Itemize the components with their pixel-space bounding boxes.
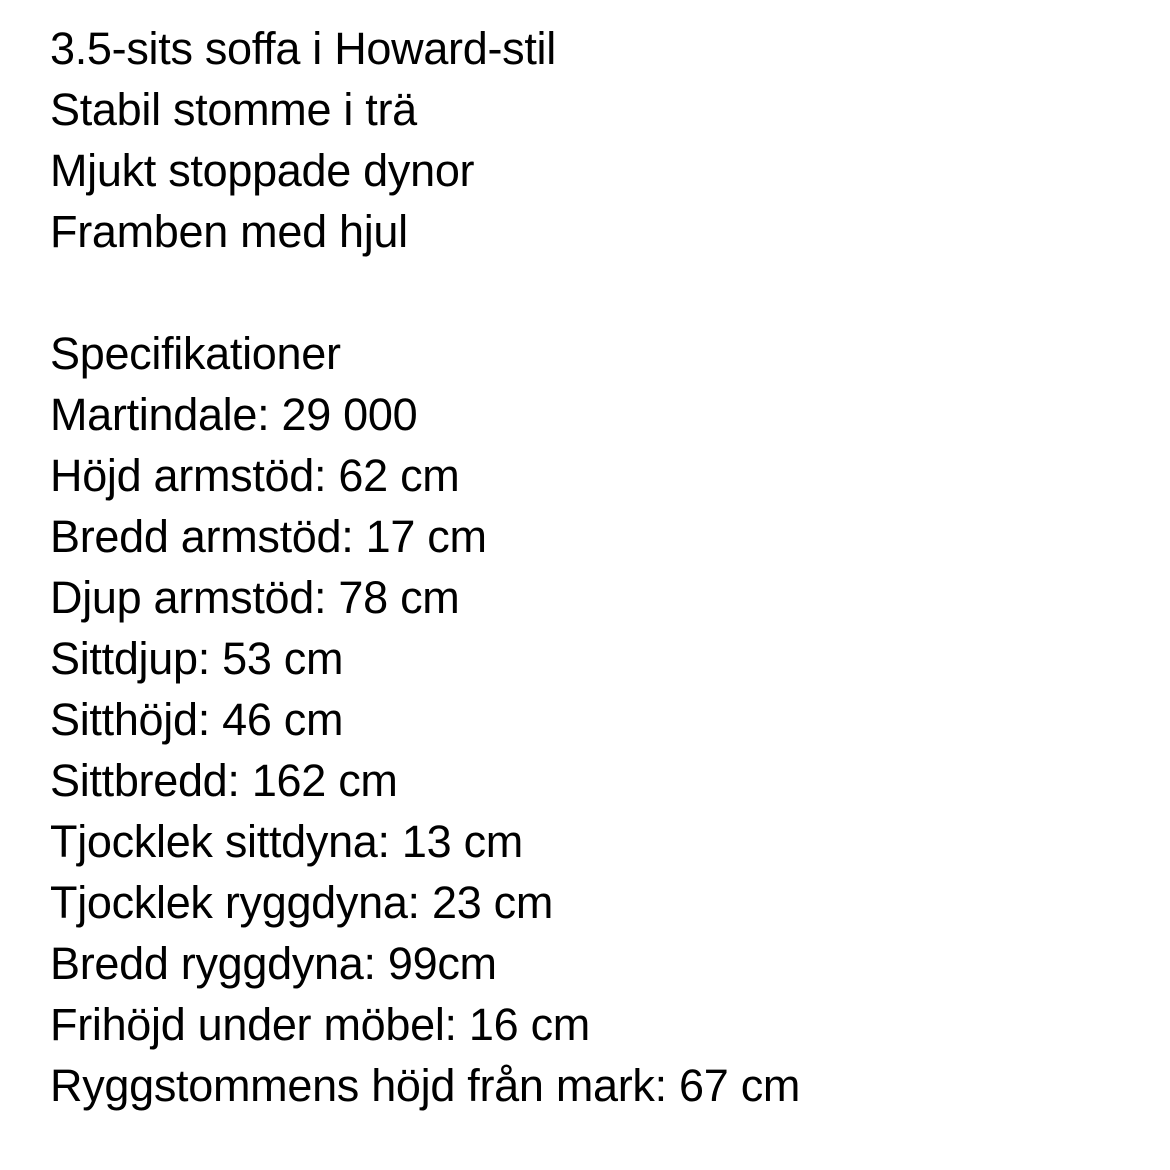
- intro-line-cushions: Mjukt stoppade dynor: [50, 145, 475, 196]
- spec-item: Sittbredd: 162 cm: [50, 755, 398, 806]
- intro-line-title: 3.5-sits soffa i Howard-stil: [50, 23, 556, 74]
- spec-item: Tjocklek sittdyna: 13 cm: [50, 816, 523, 867]
- spec-item: Ryggstommens höjd från mark: 67 cm: [50, 1060, 801, 1111]
- spec-item: Frihöjd under möbel: 16 cm: [50, 999, 590, 1050]
- spec-item: Sittdjup: 53 cm: [50, 633, 344, 684]
- spec-item: Höjd armstöd: 62 cm: [50, 450, 460, 501]
- spec-item: Martindale: 29 000: [50, 389, 418, 440]
- spec-item: Tjocklek ryggdyna: 23 cm: [50, 877, 554, 928]
- product-text-block: [50, 18, 1130, 1116]
- spec-item: Djup armstöd: 78 cm: [50, 572, 460, 623]
- spec-item: Bredd armstöd: 17 cm: [50, 511, 487, 562]
- spec-item: Sitthöjd: 46 cm: [50, 694, 344, 745]
- specs-heading: Specifikationer: [50, 328, 341, 379]
- spec-item: Bredd ryggdyna: 99cm: [50, 938, 497, 989]
- intro-line-legs: Framben med hjul: [50, 206, 408, 257]
- intro-line-frame: Stabil stomme i trä: [50, 84, 417, 135]
- blank-line: [50, 262, 1130, 323]
